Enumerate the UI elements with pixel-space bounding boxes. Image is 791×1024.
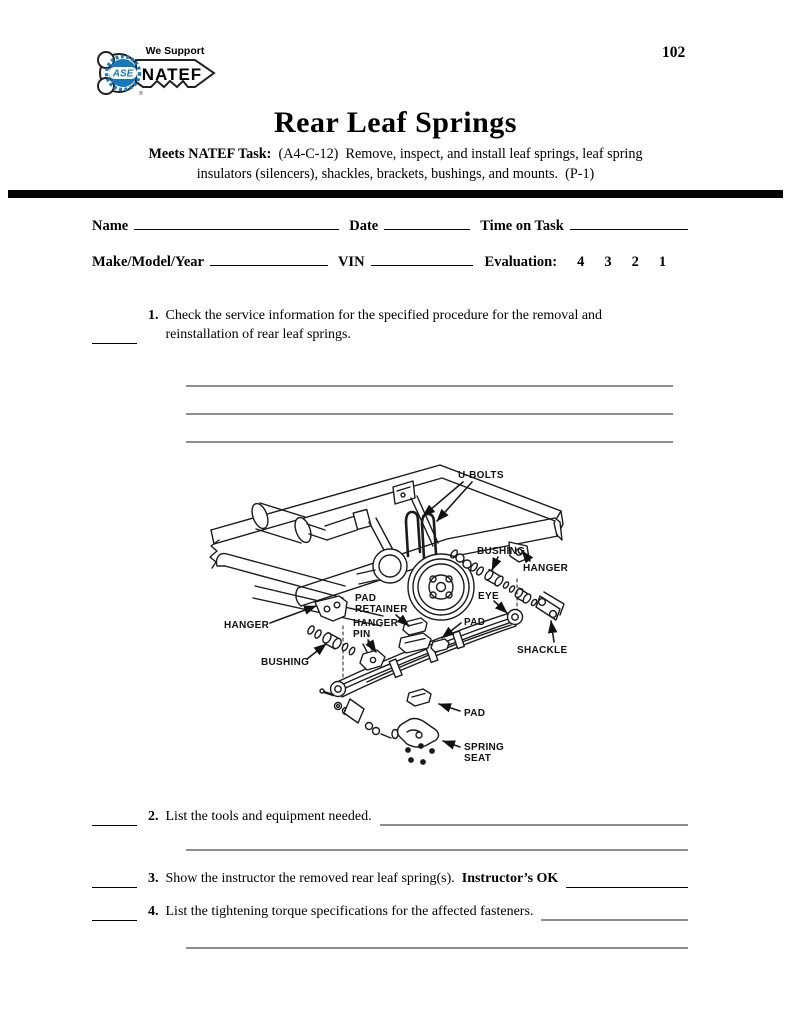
task-2-text: List the tools and equipment needed. — [165, 809, 372, 824]
task-1-number: 1. — [148, 308, 159, 323]
task-2-row — [92, 807, 688, 826]
date-blank — [384, 215, 470, 230]
spring-seat-part — [392, 719, 439, 765]
task-4-answer-blank — [541, 906, 688, 921]
ase-text: ASE — [112, 68, 134, 80]
time-on-task-blank — [570, 215, 688, 230]
instructors-ok-label: Instructor’s OK — [461, 871, 559, 886]
bushing-chain-left — [307, 625, 356, 656]
info-row-1 — [92, 215, 688, 235]
task-code-text: (A4-C-12) Remove, inspect, and install leaf springs, leaf spring — [278, 146, 643, 162]
answer-line-2 — [186, 411, 673, 415]
task-2-check-blank — [92, 811, 137, 826]
task-1-check-blank — [92, 329, 137, 344]
diagram-label-pad-lower: PAD — [464, 708, 486, 719]
diagram-label-eye: EYE — [478, 591, 499, 602]
divider-rule — [8, 190, 783, 198]
task-4-text: List the tightening torque specifications for the affected fasteners. — [165, 904, 534, 919]
pad-lower-part — [407, 689, 431, 706]
pad-retainer-part — [399, 618, 431, 653]
registered-mark: ® — [139, 91, 143, 97]
task-1-text: Check the service information for the specified procedure for the removal and reinstallation of rear leaf springs. — [165, 308, 603, 342]
task-3-number: 3. — [148, 871, 159, 886]
info-row-2 — [92, 251, 688, 271]
logo-tagline: We Support — [145, 45, 205, 57]
diagram-label-pad-retainer-1: PAD — [355, 593, 377, 604]
diagram-label-spring-seat-1: SPRING — [464, 742, 505, 753]
diagram-label-pad-upper: PAD — [464, 617, 486, 628]
instructors-ok-blank — [566, 874, 688, 888]
diagram-label-hanger-left: HANGER — [224, 620, 270, 631]
name-blank — [134, 215, 339, 230]
task-4-check-blank — [92, 906, 137, 921]
task-2-answer-blank — [380, 811, 688, 826]
task-1-row — [92, 306, 688, 344]
shackle-part — [536, 592, 564, 620]
task-4-number: 4. — [148, 904, 159, 919]
answer-line-3 — [186, 439, 673, 443]
time-on-task-label: Time on Task — [480, 218, 564, 234]
task-3-row — [92, 869, 688, 888]
evaluation-label: Evaluation: — [484, 254, 558, 270]
diagram-label-pad-retainer-2: RETAINER — [355, 604, 408, 615]
natef-task-line1 — [0, 146, 791, 163]
make-model-year-blank — [210, 251, 328, 266]
task-3-check-blank — [92, 873, 137, 888]
diagram-label-spring-seat-2: SEAT — [464, 753, 492, 764]
diagram-label-u-bolts: U-BOLTS — [458, 470, 504, 481]
diagram-label-hanger-right: HANGER — [523, 563, 569, 574]
natef-ase-logo — [93, 40, 225, 104]
diagram-label-bushing-right: BUSHING — [477, 546, 526, 557]
diagram-label-hanger-pin-1: HANGER — [353, 618, 399, 629]
diagram-label-bushing-left: BUSHING — [261, 657, 310, 668]
meets-natef-task-label: Meets NATEF Task: — [148, 146, 272, 162]
page-title: Rear Leaf Springs — [274, 106, 517, 139]
answer-line-1 — [186, 383, 673, 387]
page-number: 102 — [662, 44, 686, 61]
score-3: 3 — [604, 254, 612, 270]
logo-org-name: NATEF — [141, 65, 203, 84]
diagram-label-shackle: SHACKLE — [517, 645, 568, 656]
task-4-answer-line-2 — [186, 945, 688, 949]
task-2-number: 2. — [148, 809, 159, 824]
task-2-answer-line-2 — [186, 847, 688, 851]
diagram-label-hanger-pin-2: PIN — [353, 629, 371, 640]
vin-blank — [371, 251, 473, 266]
date-label: Date — [349, 218, 379, 234]
natef-task-line2: insulators (silencers), shackles, brackets, bushings, and mounts. (P-1) — [196, 166, 595, 182]
score-1: 1 — [658, 254, 667, 270]
score-2: 2 — [631, 254, 639, 270]
name-label: Name — [92, 218, 129, 234]
leaf-spring-diagram — [197, 454, 614, 774]
task-3-text: Show the instructor the removed rear leaf spring(s). — [165, 871, 455, 886]
vin-label: VIN — [337, 254, 365, 270]
front-lower-chain — [320, 689, 391, 738]
task-4-row — [92, 902, 688, 921]
score-4: 4 — [577, 254, 585, 270]
make-model-year-label: Make/Model/Year — [92, 254, 204, 270]
